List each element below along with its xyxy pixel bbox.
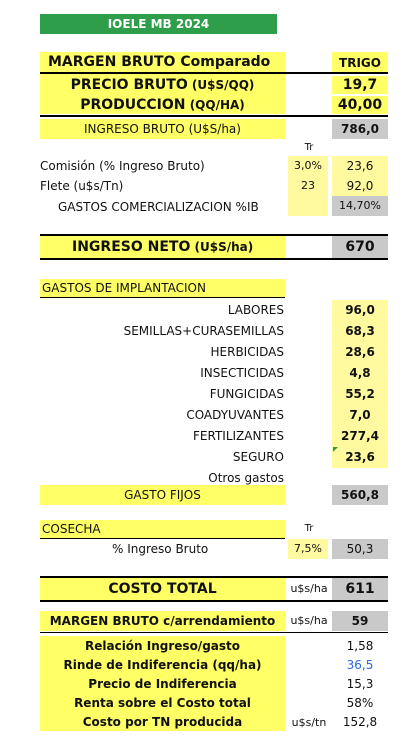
gastos-comercializacion-tr: [288, 196, 328, 216]
comision-label: Comisión (% Ingreso Bruto): [40, 159, 205, 173]
ingreso-neto-unit: (U$S/ha): [190, 240, 254, 254]
flete-value: 92,0: [332, 176, 388, 196]
margen-bruto-label: MARGEN BRUTO c/arrendamiento: [40, 611, 285, 631]
indicador-value: 36,5: [346, 658, 374, 672]
precio-value[interactable]: 19,7: [332, 76, 388, 94]
ingreso-neto-label-text: INGRESO NETO: [72, 239, 191, 255]
comision-pct[interactable]: 3,0%: [288, 156, 328, 176]
implantacion-item-label: Otros gastos: [208, 471, 284, 485]
flete-label: Flete (u$s/Tn): [40, 179, 124, 193]
cosecha-pct[interactable]: 7,5%: [288, 539, 328, 559]
indicador-label: Precio de Indiferencia: [88, 677, 237, 691]
implantacion-item-label: FERTILIZANTES: [193, 429, 284, 443]
indicador-label: Costo por TN producida: [82, 715, 243, 729]
indicador-label: Renta sobre el Costo total: [74, 696, 251, 710]
implantacion-item-label: INSECTICIDAS: [200, 366, 284, 380]
precio-unit: (U$S/QQ): [187, 78, 255, 92]
implantacion-item-value[interactable]: 277,4: [332, 426, 388, 447]
tr-header: Tr: [304, 142, 314, 153]
implantacion-item-value[interactable]: 23,6: [332, 447, 388, 468]
precio-label: [40, 76, 285, 94]
costo-total-label: COSTO TOTAL: [40, 578, 285, 600]
header-label: MARGEN BRUTO Comparado: [40, 52, 285, 72]
indicador-value: 152,8: [342, 715, 378, 729]
implantacion-item-value[interactable]: 4,8: [332, 363, 388, 384]
ingreso-neto-label: [40, 236, 285, 258]
cell-comment-marker: [333, 447, 338, 452]
implantacion-item-value[interactable]: 28,6: [332, 342, 388, 363]
cosecha-tr-header: Tr: [304, 523, 314, 534]
indicador-unit: [286, 694, 332, 713]
gasto-fijos-label: GASTO FIJOS: [40, 485, 285, 505]
indicador-unit: [286, 656, 332, 675]
indicador-value: 1,58: [346, 639, 374, 653]
sheet-title: IOELE MB 2024: [40, 14, 277, 34]
flete-tr[interactable]: 23: [288, 176, 328, 196]
cosecha-header: COSECHA: [40, 520, 285, 538]
implantacion-item-label: COADYUVANTES: [186, 408, 284, 422]
produccion-value[interactable]: 40,00: [332, 96, 388, 114]
implantacion-item-label: LABORES: [227, 303, 284, 317]
implantacion-item-label: HERBICIDAS: [210, 345, 284, 359]
gastos-comercializacion-label: GASTOS COMERCIALIZACION %IB: [58, 200, 259, 214]
indicador-label: Relación Ingreso/gasto: [84, 639, 240, 653]
indicador-value: 15,3: [346, 677, 374, 691]
implantacion-header: GASTOS DE IMPLANTACION: [40, 279, 285, 297]
gasto-fijos-value: 560,8: [332, 485, 388, 505]
produccion-unit: (QQ/HA): [185, 98, 245, 112]
implantacion-item-value[interactable]: 68,3: [332, 321, 388, 342]
ingreso-bruto-value: 786,0: [332, 119, 388, 139]
cosecha-sub-label: % Ingreso Bruto: [112, 542, 209, 556]
comision-value: 23,6: [332, 156, 388, 176]
costo-total-value: 611: [332, 578, 388, 600]
indicador-unit: u$s/tn: [291, 716, 327, 729]
implantacion-item-label: FUNGICIDAS: [209, 387, 284, 401]
gastos-comercializacion-value: 14,70%: [332, 196, 388, 216]
ingreso-bruto-label: INGRESO BRUTO (U$S/ha): [40, 119, 285, 139]
produccion-label: [40, 96, 285, 114]
margen-bruto-value: 59: [332, 611, 388, 631]
produccion-label-text: PRODUCCION: [80, 97, 186, 113]
crop-name: TRIGO: [332, 52, 388, 72]
ingreso-neto-value: 670: [332, 236, 388, 258]
indicador-value: 58%: [346, 696, 374, 710]
implantacion-item-value[interactable]: 55,2: [332, 384, 388, 405]
cosecha-value: 50,3: [332, 539, 388, 559]
implantacion-item-label: SEGURO: [232, 450, 284, 464]
indicador-unit: [286, 637, 332, 656]
implantacion-item-label: SEMILLAS+CURASEMILLAS: [123, 324, 284, 338]
indicador-label: Rinde de Indiferencia (qq/ha): [63, 658, 262, 672]
implantacion-item-value[interactable]: 7,0: [332, 405, 388, 426]
costo-total-unit: u$s/ha: [290, 582, 328, 595]
indicador-unit: [286, 675, 332, 694]
margen-bruto-unit: u$s/ha: [290, 614, 328, 627]
implantacion-item-value[interactable]: 96,0: [332, 300, 388, 321]
precio-label-text: PRECIO BRUTO: [70, 77, 188, 93]
